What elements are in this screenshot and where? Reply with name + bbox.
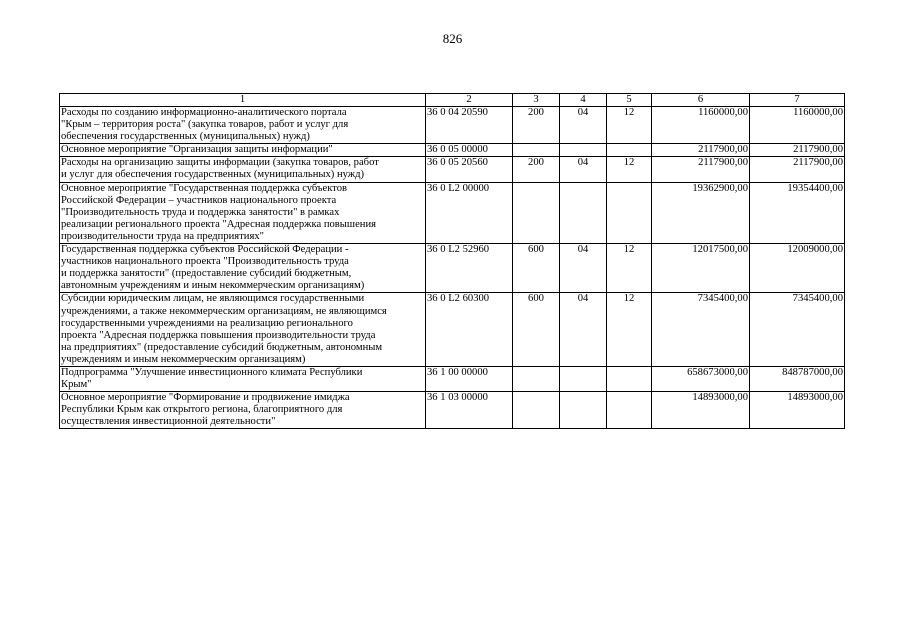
section-cell: 04	[560, 244, 607, 293]
expense-type-cell	[513, 182, 560, 243]
subsection-cell	[607, 366, 652, 391]
column-header: 7	[750, 94, 845, 107]
table-row	[60, 157, 845, 182]
amount-year1-cell: 2117900,00	[652, 157, 750, 182]
table-row	[60, 144, 845, 157]
amount-year1-cell: 658673000,00	[652, 366, 750, 391]
target-article-code-cell: 36 0 04 20590	[426, 107, 513, 144]
section-cell: 04	[560, 107, 607, 144]
amount-year2-cell: 19354400,00	[750, 182, 845, 243]
expense-name-cell: Расходы по созданию информационно-аналитического портала "Крым – территория роста" (закупка товаров, работ и услуг для обеспечения государственных (муниципальных) нужд)	[60, 107, 426, 144]
section-cell: 04	[560, 157, 607, 182]
target-article-code-cell: 36 1 03 00000	[426, 392, 513, 429]
table-row	[60, 182, 845, 243]
table-row	[60, 107, 845, 144]
page-number: 826	[442, 31, 463, 46]
amount-year1-cell: 12017500,00	[652, 244, 750, 293]
column-header: 1	[60, 94, 426, 107]
table-header-row	[60, 94, 845, 107]
amount-year2-cell: 1160000,00	[750, 107, 845, 144]
column-header: 2	[426, 94, 513, 107]
expense-type-cell: 200	[513, 157, 560, 182]
target-article-code-cell: 36 1 00 00000	[426, 366, 513, 391]
expense-type-cell: 600	[513, 293, 560, 367]
expense-type-cell	[513, 392, 560, 429]
target-article-code-cell: 36 0 05 00000	[426, 144, 513, 157]
expense-type-cell: 600	[513, 244, 560, 293]
amount-year2-cell: 7345400,00	[750, 293, 845, 367]
expense-name-cell: Основное мероприятие "Государственная поддержка субъектов Российской Федерации – участников национального проекта "Производительность труда и поддержка занятости" в рамках реализации регионального проекта "Адресная поддержка повышения производительности труда на предприятиях"	[60, 182, 426, 243]
amount-year1-cell: 1160000,00	[652, 107, 750, 144]
column-header: 5	[607, 94, 652, 107]
section-cell: 04	[560, 293, 607, 367]
expense-type-cell	[513, 366, 560, 391]
amount-year1-cell: 19362900,00	[652, 182, 750, 243]
subsection-cell	[607, 182, 652, 243]
amount-year1-cell: 14893000,00	[652, 392, 750, 429]
amount-year2-cell: 2117900,00	[750, 157, 845, 182]
subsection-cell: 12	[607, 293, 652, 367]
amount-year2-cell: 848787000,00	[750, 366, 845, 391]
section-cell	[560, 144, 607, 157]
subsection-cell: 12	[607, 157, 652, 182]
expense-type-cell: 200	[513, 107, 560, 144]
expense-name-cell: Подпрограмма "Улучшение инвестиционного климата Республики Крым"	[60, 366, 426, 391]
table-row	[60, 366, 845, 391]
target-article-code-cell: 36 0 L2 52960	[426, 244, 513, 293]
expense-name-cell: Основное мероприятие "Формирование и продвижение имиджа Республики Крым как открытого региона, благоприятного для осуществления инвестиционной деятельности"	[60, 392, 426, 429]
target-article-code-cell: 36 0 L2 00000	[426, 182, 513, 243]
table-row	[60, 293, 845, 367]
column-header: 3	[513, 94, 560, 107]
subsection-cell: 12	[607, 244, 652, 293]
target-article-code-cell: 36 0 05 20560	[426, 157, 513, 182]
amount-year2-cell: 2117900,00	[750, 144, 845, 157]
subsection-cell: 12	[607, 107, 652, 144]
section-cell	[560, 366, 607, 391]
column-header: 4	[560, 94, 607, 107]
expense-name-cell: Расходы на организацию защиты информации (закупка товаров, работ и услуг для обеспечения государственных (муниципальных) нужд)	[60, 157, 426, 182]
expense-name-cell: Государственная поддержка субъектов Российской Федерации - участников национального проекта "Производительность труда и поддержка занятости" (предоставление субсидий бюджетным, автономным учреждениям и иным некоммерческим организациям)	[60, 244, 426, 293]
amount-year2-cell: 12009000,00	[750, 244, 845, 293]
subsection-cell	[607, 392, 652, 429]
table-row	[60, 244, 845, 293]
section-cell	[560, 182, 607, 243]
section-cell	[560, 392, 607, 429]
budget-table	[59, 93, 845, 429]
table-row	[60, 392, 845, 429]
subsection-cell	[607, 144, 652, 157]
expense-name-cell: Основное мероприятие "Организация защиты информации"	[60, 144, 426, 157]
amount-year2-cell: 14893000,00	[750, 392, 845, 429]
expense-name-cell: Субсидии юридическим лицам, не являющимся государственными учреждениями, а также некоммерческим организациям, не являющимся государственными учреждениями на реализацию регионального проекта "Адресная поддержка повышения производительности труда на предприятиях" (предоставление субсидий бюджетным, автономным учреждениям и иным некоммерческим организациям)	[60, 293, 426, 367]
column-header: 6	[652, 94, 750, 107]
target-article-code-cell: 36 0 L2 60300	[426, 293, 513, 367]
amount-year1-cell: 7345400,00	[652, 293, 750, 367]
amount-year1-cell: 2117900,00	[652, 144, 750, 157]
expense-type-cell	[513, 144, 560, 157]
